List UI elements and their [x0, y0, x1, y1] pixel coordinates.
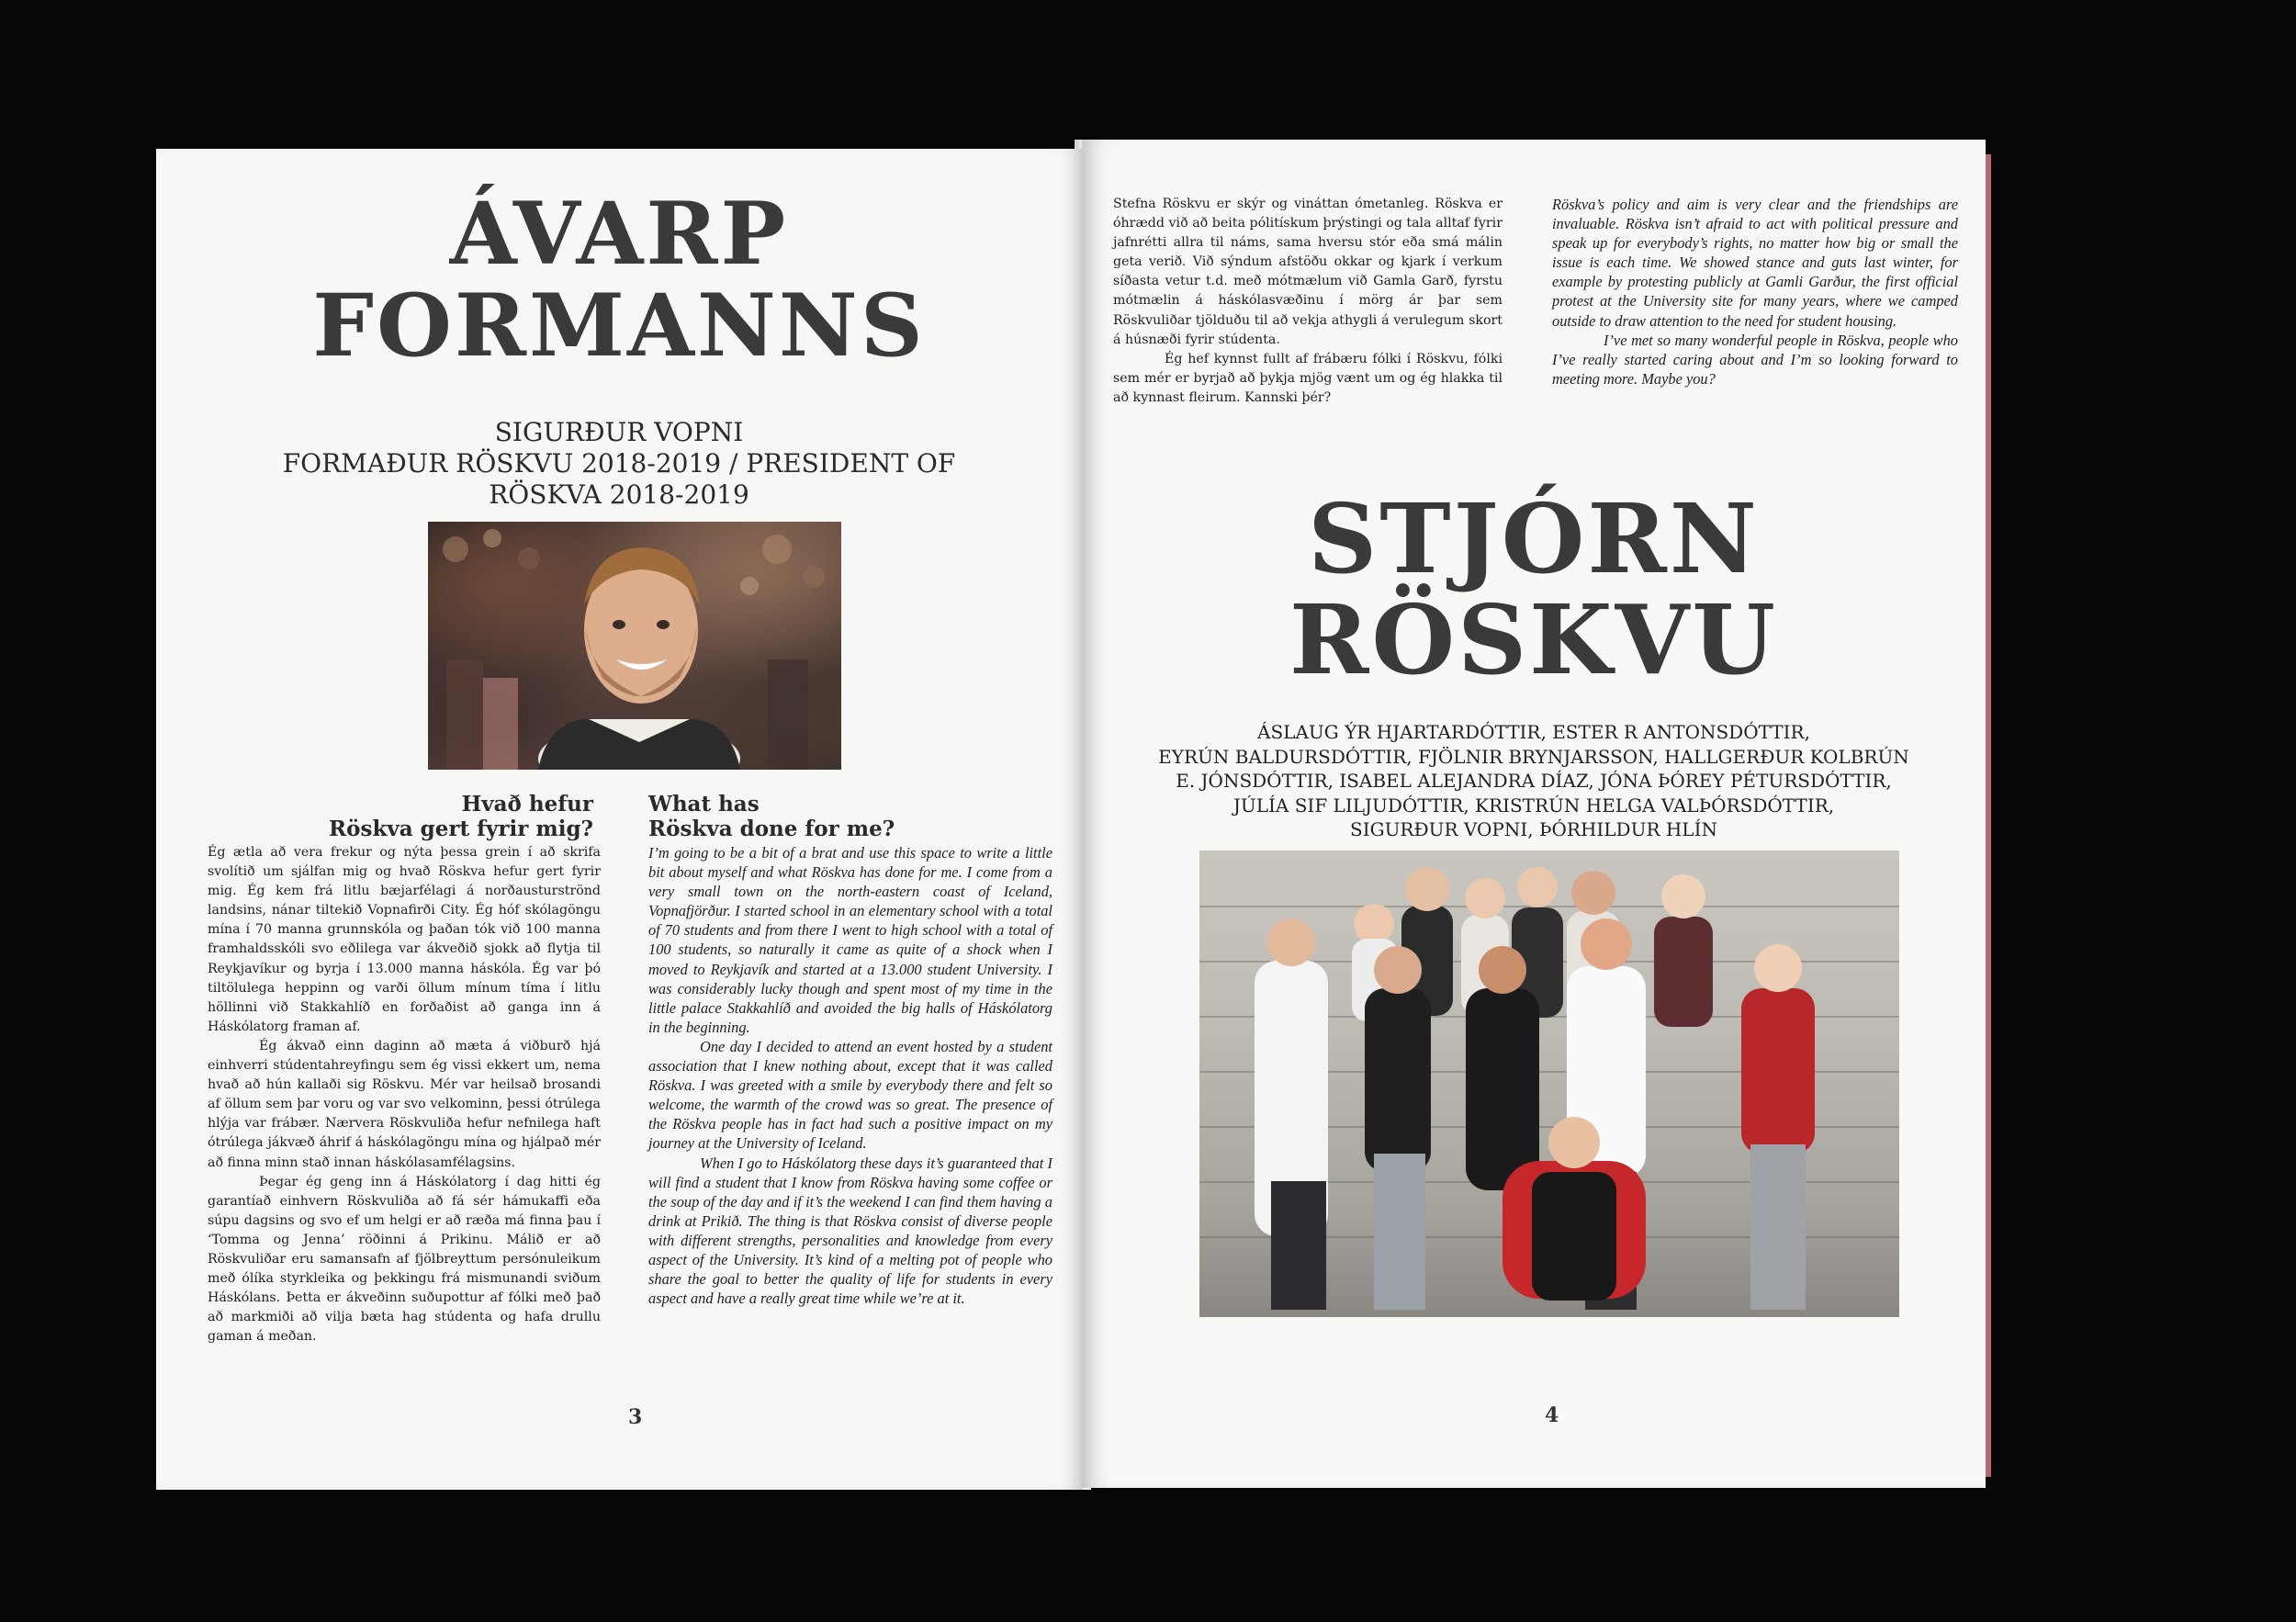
heading-line: Röskva gert fyrir mig?: [329, 817, 593, 841]
president-subtitle: [156, 417, 1082, 511]
paragraph: Ég hef kynnst fullt af frábæru fólki í Röskvu, fólki sem mér er byrjað að þykja mjög vænt um og ég hlakka til að kynnast fleirum. Kannski þér?: [1113, 351, 1503, 405]
page-number: 4: [1545, 1403, 1559, 1427]
title-line: ÁVARP: [449, 184, 789, 285]
subtitle-line: RÖSKVA 2018-2019: [489, 479, 749, 510]
names-line: ÁSLAUG ÝR HJARTARDÓTTIR, ESTER R ANTONSDÓTTIR,: [1257, 721, 1810, 743]
group-illustration: [1199, 850, 1899, 1317]
heading-line: Röskva done for me?: [648, 817, 895, 841]
article-column-english: [648, 843, 1052, 1308]
paragraph: Ég ætla að vera frekur og nýta þessa grein í að skrifa svolítið um sjálfan mig og hvað Röskva hefur gert fyrir mig. Ég kem frá litlu bæjarfélagi á norðausturströnd landsins, nánar tiltekið Vopnafirði City. Ég hóf skólagöngu mína í 70 manna grunnskóla og þaðan tók við 100 manna framhaldsskóli svo eðlilega var ákveðið sjokk að flytja til Reykjavíkur og byrja í 13.000 manna háskóla. Ég var þó tiltölulega heppinn og varði öllum mínum tíma í litlu höllinni við Stakkahlíð en forðaðist að ganga inn á Háskólatorg framan af.: [208, 845, 601, 1034]
paragraph: Þegar ég geng inn á Háskólatorg í dag hitti ég garantíað einhvern Röskvuliða að fá sér hámukaffi eða súpu dagsins og svo ef um helgi er að ræða má finna þau í ‘Tomma og Jenna’ röðinni á Prikinu. Málið er að Röskvuliðar eru samansafn af fjölbreyttum persónuleikum með ólíka styrkleika og þekkingu frá mismunandi sviðum Háskólans. Þetta er ákveðinn suðupottur af fólki með það að markmiði að vilja bæta hag stúdenta og hafa drullu gaman á meðan.: [208, 1174, 601, 1345]
page-edge: [1986, 154, 1991, 1477]
president-portrait-illustration: [428, 522, 841, 770]
paragraph: Ég ákvað einn daginn að mæta á viðburð hjá einhverri stúdentahreyfingu sem ég vissi ekkert um, nema hvað að hún kallaði sig Röskvu. Mér var heilsað brosandi af öllum sem þar voru og var svo velkominn, þessi ótrúlega hlýja var frábær. Nærvera Röskvuliða hefur nefnilega haft ótrúlega jákvæð áhrif á háskólagöngu mína og hjálpað mér að finna minn stað innan háskólasamfélagsins.: [208, 1038, 601, 1170]
title-line: STJÓRN: [1308, 482, 1760, 595]
section-heading-english: [648, 792, 924, 841]
names-line: SIGURÐUR VOPNI, ÞÓRHILDUR HLÍN: [1350, 818, 1717, 840]
article-column-icelandic-continued: [1113, 195, 1503, 408]
right-page: [1082, 140, 1986, 1488]
right-page-title: [1082, 482, 1986, 697]
board-member-names: [1082, 720, 1986, 842]
president-photo: [428, 522, 841, 770]
subtitle-line: SIGURÐUR VOPNI: [494, 417, 744, 447]
names-line: E. JÓNSDÓTTIR, ISABEL ALEJANDRA DÍAZ, JÓNA ÞÓREY PÉTURSDÓTTIR,: [1176, 770, 1892, 792]
paragraph: One day I decided to attend an event hosted by a student association that I knew nothing about, except that it was called Röskva. I was greeted with a smile by everybody there and felt so welcome, the warmth of the crowd was so great. The presence of the Röskva people has in fact had such a positive impact on my journey at the University of Iceland.: [648, 1037, 1052, 1153]
paragraph: I’ve met so many wonderful people in Röskva, people who I’ve really started caring about and I’m so looking forward to meeting more. Maybe you?: [1552, 331, 1958, 388]
heading-line: What has: [648, 792, 760, 817]
paragraph: I’m going to be a bit of a brat and use this space to write a little bit about myself and what Röskva has done for me. I come from a very small town on the north-eastern coast of Iceland, Vopnafjörður. I started school in an elementary school with a total of 70 students and from there I went to high school with a total of 100 students, so naturally it came as quite of a shock when I moved to Reykjavík and started at a 13.000 student University. I was considerably lucky though and spent most of my time in the little palace Stakkahlíð and avoided the big halls of Háskólatorg in the beginning.: [648, 844, 1052, 1036]
subtitle-line: FORMAÐUR RÖSKVU 2018-2019 / PRESIDENT OF: [282, 448, 956, 479]
page-number: 3: [628, 1405, 643, 1429]
title-line: FORMANNS: [312, 275, 926, 377]
left-page: [156, 149, 1082, 1490]
article-column-icelandic: [208, 843, 601, 1346]
title-line: RÖSKVU: [1289, 583, 1778, 697]
names-line: JÚLÍA SIF LILJUDÓTTIR, KRISTRÚN HELGA VALÞÓRSDÓTTIR,: [1232, 794, 1835, 817]
names-line: EYRÚN BALDURSDÓTTIR, FJÖLNIR BRYNJARSSON, HALLGERÐUR KOLBRÚN: [1158, 745, 1909, 768]
section-heading-icelandic: [321, 792, 593, 841]
article-column-english-continued: [1552, 195, 1958, 389]
paragraph: Röskva’s policy and aim is very clear and the friendships are invaluable. Röskva isn’t afraid to act with political pressure and speak up for everybody’s rights, no matter how big or small the issue is each time. We showed stance and guts last winter, for example by protesting publicly at Gamli Garður, the first official protest at the University site for many years, where we camped outside to draw attention to the need for student housing.: [1552, 196, 1958, 330]
board-group-photo: [1199, 850, 1899, 1317]
left-page-title: [156, 184, 1082, 377]
heading-line: Hvað hefur: [461, 792, 593, 817]
paragraph: Stefna Röskvu er skýr og vináttan ómetanleg. Röskva er óhrædd við að beita pólitískum þrýstingi og tala alltaf fyrir jafnrétti allra til náms, sama hversu stór eða smá málin geta verið. Við sýndum afstöðu okkar og kjark í verkum síðasta vetur t.d. með mótmælum við Gamla Garð, fyrstu mótmælin á háskólasvæðinu í mörg ár þar sem Röskvuliðar tjölduðu til að vekja athygli á verulegum skort á húsnæði fyrir stúdenta.: [1113, 197, 1503, 347]
paragraph: When I go to Háskólatorg these days it’s guaranteed that I will find a student that I know from Röskva having some coffee or the soup of the day and if it’s the weekend I can find them having a drink at Prikið. The thing is that Röskva consist of diverse people with different strengths, personalities and knowledge from every aspect of the University. It’s kind of a melting pot of people who share the goal to better the quality of life for students in every aspect and have a really great time while we’re at it.: [648, 1154, 1052, 1308]
